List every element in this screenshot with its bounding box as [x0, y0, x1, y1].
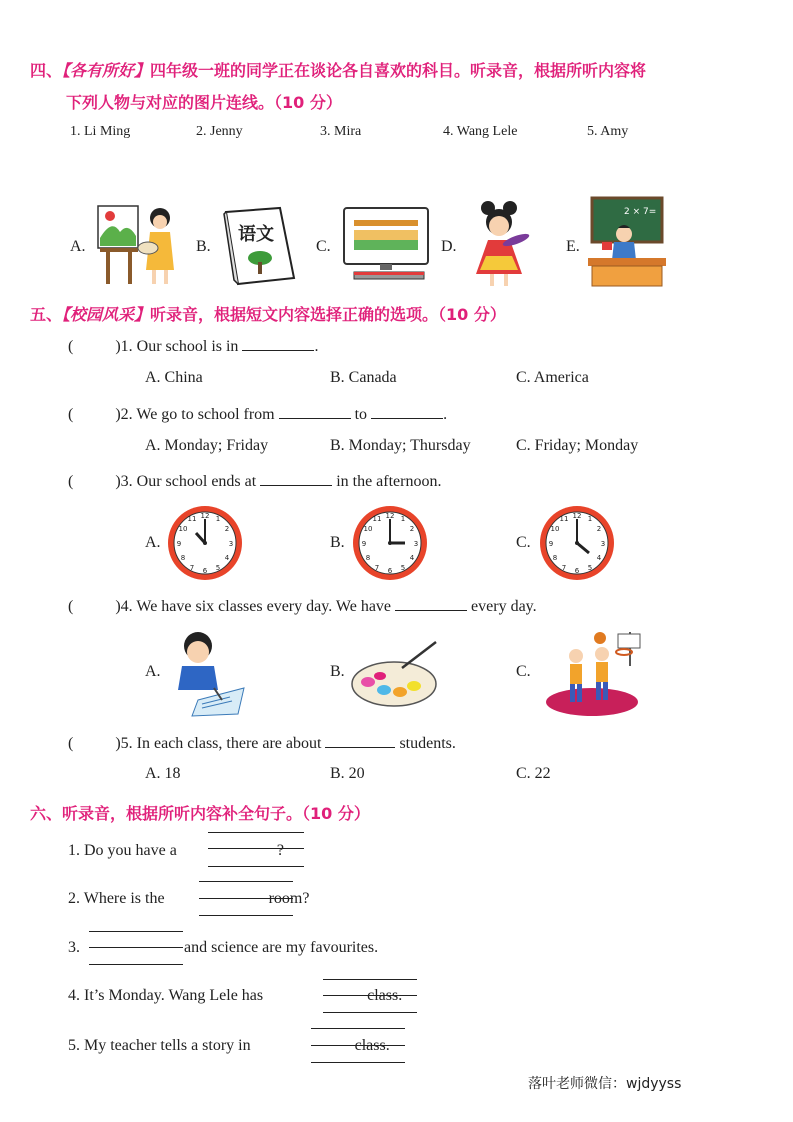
- writing-line-5-top[interactable]: [311, 1028, 405, 1029]
- section-4-tag: 【各有所好】: [62, 61, 151, 80]
- answer-paren-1[interactable]: (: [68, 338, 74, 355]
- section-5-tag: 【校园风采】: [62, 305, 151, 324]
- book-title: 语文: [238, 224, 274, 245]
- svg-text:7: 7: [189, 564, 195, 572]
- name-li-ming: 1. Li Ming: [70, 124, 131, 139]
- svg-text:4: 4: [409, 554, 415, 562]
- writing-line-1-top[interactable]: [208, 832, 304, 833]
- section-5-text: 听录音，根据短文内容选择正确的选项。（10 分）: [150, 305, 506, 324]
- writing-line-4-mid[interactable]: [323, 995, 417, 996]
- sentence-5-pre: 5. My teacher tells a story in: [68, 1037, 251, 1054]
- svg-text:8: 8: [552, 554, 558, 562]
- svg-text:10: 10: [178, 525, 188, 533]
- section-4-text: 四年级一班的同学正在谈论各自喜欢的科目。听录音，根据所听内容将: [150, 61, 647, 80]
- svg-text:10: 10: [550, 525, 560, 533]
- svg-text:6: 6: [202, 567, 208, 575]
- question-1-end: .: [314, 338, 319, 355]
- q2-option-a[interactable]: A. Monday; Friday: [145, 437, 269, 454]
- svg-text:2: 2: [596, 525, 602, 533]
- name-wang-lele: 4. Wang Lele: [443, 124, 518, 139]
- writing-line-2-bottom[interactable]: [199, 915, 293, 916]
- sentence-3-post: and science are my favourites.: [184, 939, 379, 956]
- q3-label-a: A.: [145, 534, 161, 551]
- svg-text:1: 1: [587, 515, 593, 523]
- sentence-1-pre: 1. Do you have a: [68, 842, 177, 859]
- svg-text:12: 12: [385, 512, 395, 520]
- clock-a-image[interactable]: [165, 503, 245, 583]
- answer-paren-3[interactable]: (: [68, 473, 74, 490]
- sentence-1: [68, 842, 284, 860]
- svg-text:12: 12: [572, 512, 582, 520]
- svg-text:9: 9: [176, 540, 182, 548]
- answer-blank-3[interactable]: [260, 471, 332, 486]
- answer-paren-2[interactable]: (: [68, 406, 74, 423]
- answer-blank-2a[interactable]: [279, 404, 351, 419]
- question-3-end: in the afternoon.: [336, 473, 442, 490]
- sentence-5: [68, 1037, 390, 1055]
- name-mira: 3. Mira: [320, 124, 362, 139]
- svg-text:1: 1: [400, 515, 406, 523]
- answer-paren-4[interactable]: (: [68, 598, 74, 615]
- q1-option-a[interactable]: A. China: [145, 369, 203, 386]
- sentence-4-pre: 4. It’s Monday. Wang Lele has: [68, 987, 264, 1004]
- painting-girl-image: [94, 198, 184, 288]
- writing-line-2-mid[interactable]: [199, 898, 293, 899]
- clock-c-image[interactable]: [537, 503, 617, 583]
- sentence-3: [68, 939, 378, 957]
- svg-text:4: 4: [224, 554, 230, 562]
- sentence-3-pre: 3.: [68, 939, 80, 956]
- q5-option-a[interactable]: A. 18: [145, 765, 181, 782]
- sentence-4-post: class.: [367, 987, 403, 1004]
- question-4-end: every day.: [471, 598, 537, 615]
- section-4-prefix: 四、: [30, 61, 63, 80]
- writing-line-2-top[interactable]: [199, 881, 293, 882]
- art-palette-image[interactable]: [350, 638, 442, 710]
- sentence-2: [68, 890, 309, 908]
- section-5-prefix: 五、: [30, 305, 63, 324]
- svg-text:7: 7: [374, 564, 380, 572]
- question-2-end: .: [443, 406, 448, 423]
- answer-blank-5[interactable]: [325, 733, 395, 748]
- writing-line-5-mid[interactable]: [311, 1045, 405, 1046]
- sentence-1-post: ?: [276, 842, 284, 859]
- writing-line-4-bottom[interactable]: [323, 1012, 417, 1013]
- question-3: [68, 471, 441, 491]
- sentence-2-post: room?: [268, 890, 310, 907]
- q2-option-b[interactable]: B. Monday; Thursday: [330, 437, 471, 454]
- pic-label-c: C.: [316, 238, 331, 255]
- chinese-book-image: [220, 206, 300, 286]
- svg-text:11: 11: [187, 515, 197, 523]
- sentence-2-pre: 2. Where is the: [68, 890, 165, 907]
- svg-text:11: 11: [559, 515, 569, 523]
- clock-b-image[interactable]: [350, 503, 430, 583]
- question-5: [68, 733, 456, 753]
- svg-text:3: 3: [413, 540, 419, 548]
- question-2-mid: to: [354, 406, 368, 423]
- question-2-text: )2. We go to school from: [115, 406, 275, 423]
- svg-text:8: 8: [180, 554, 186, 562]
- name-amy: 5. Amy: [587, 124, 629, 139]
- writing-line-5-bottom[interactable]: [311, 1062, 405, 1063]
- svg-text:1: 1: [215, 515, 221, 523]
- question-5-text: )5. In each class, there are about: [115, 735, 322, 752]
- answer-blank-1[interactable]: [242, 336, 314, 351]
- writing-line-3-bottom[interactable]: [89, 964, 183, 965]
- question-1: [68, 336, 318, 356]
- basketball-kids-image[interactable]: [540, 626, 644, 718]
- pic-label-d: D.: [441, 238, 457, 255]
- answer-paren-5[interactable]: (: [68, 735, 74, 752]
- q5-option-b[interactable]: B. 20: [330, 765, 365, 782]
- writing-line-1-mid[interactable]: [208, 848, 304, 849]
- q1-option-c[interactable]: C. America: [516, 369, 589, 386]
- q3-label-c: C.: [516, 534, 531, 551]
- violin-girl-image: [466, 200, 538, 288]
- question-5-end: students.: [399, 735, 456, 752]
- pic-label-a: A.: [70, 238, 86, 255]
- question-4-text: )4. We have six classes every day. We have: [115, 598, 392, 615]
- question-4: [68, 596, 537, 616]
- question-2: [68, 404, 447, 424]
- svg-text:3: 3: [228, 540, 234, 548]
- section-4-title: [30, 58, 646, 81]
- svg-text:5: 5: [215, 564, 221, 572]
- q4-label-b: B.: [330, 663, 345, 680]
- writing-line-1-bottom[interactable]: [208, 866, 304, 867]
- svg-text:6: 6: [387, 567, 393, 575]
- q4-label-c: C.: [516, 663, 531, 680]
- q2-option-c[interactable]: C. Friday; Monday: [516, 437, 639, 454]
- section-4-title-line2: 下列人物与对应的图片连线。（10 分）: [66, 93, 342, 112]
- name-jenny: 2. Jenny: [196, 124, 243, 139]
- math-teacher-image: [588, 196, 666, 288]
- question-3-text: )3. Our school ends at: [115, 473, 257, 490]
- pic-label-e: E.: [566, 238, 580, 255]
- svg-text:2: 2: [409, 525, 415, 533]
- answer-blank-2b[interactable]: [371, 404, 443, 419]
- computer-image: [340, 206, 432, 284]
- svg-text:5: 5: [400, 564, 406, 572]
- writing-boy-image[interactable]: [168, 628, 246, 718]
- svg-text:7: 7: [561, 564, 567, 572]
- q1-option-b[interactable]: B. Canada: [330, 369, 397, 386]
- section-6-title: 六、听录音，根据所听内容补全句子。（10 分）: [30, 804, 370, 823]
- pic-label-b: B.: [196, 238, 211, 255]
- question-1-text: )1. Our school is in: [115, 338, 239, 355]
- q3-label-b: B.: [330, 534, 345, 551]
- svg-text:4: 4: [596, 554, 602, 562]
- svg-text:2: 2: [224, 525, 230, 533]
- svg-text:8: 8: [365, 554, 371, 562]
- svg-text:6: 6: [574, 567, 580, 575]
- board-text: 2 × 7=: [624, 207, 657, 217]
- svg-text:3: 3: [600, 540, 606, 548]
- q4-label-a: A.: [145, 663, 161, 680]
- sentence-4: [68, 987, 402, 1005]
- writing-line-3-top[interactable]: [89, 931, 183, 932]
- writing-line-4-top[interactable]: [323, 979, 417, 980]
- svg-text:9: 9: [548, 540, 554, 548]
- sentence-5-post: class.: [354, 1037, 390, 1054]
- svg-text:10: 10: [363, 525, 373, 533]
- svg-text:9: 9: [361, 540, 367, 548]
- writing-line-3-mid[interactable]: [89, 947, 183, 948]
- footer-note: 落叶老师微信：wjdyyss: [528, 1076, 682, 1092]
- section-5-title: [30, 302, 506, 325]
- svg-text:12: 12: [200, 512, 210, 520]
- answer-blank-4[interactable]: [395, 596, 467, 611]
- svg-text:11: 11: [372, 515, 382, 523]
- q5-option-c[interactable]: C. 22: [516, 765, 551, 782]
- svg-text:5: 5: [587, 564, 593, 572]
